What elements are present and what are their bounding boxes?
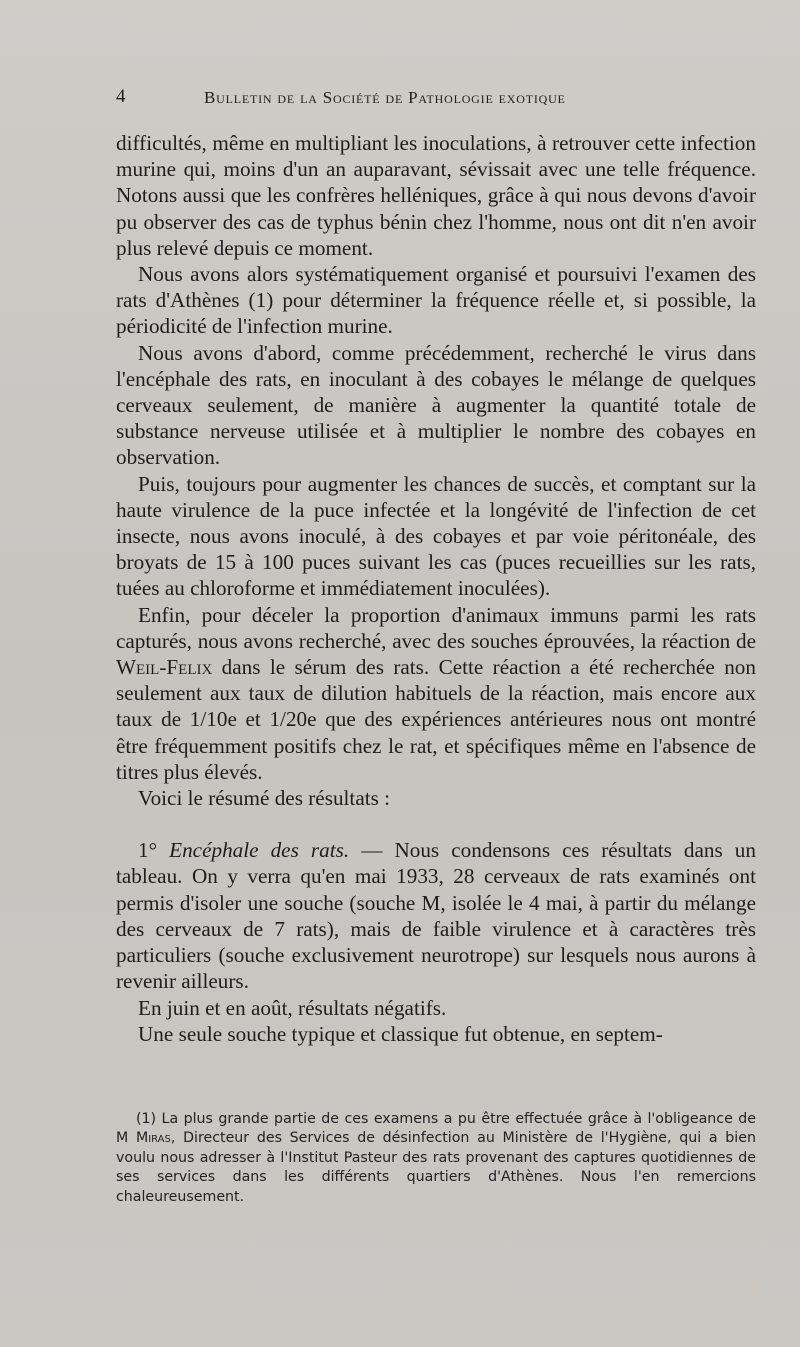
section-title: Encéphale des rats. <box>169 838 350 863</box>
paragraph-8: En juin et en août, résultats négatifs. <box>138 995 447 1020</box>
weil-felix-name: Weil-Felix <box>116 655 213 680</box>
running-title: Bulletin de la Société de Pathologie exotique <box>204 88 566 107</box>
paragraph-7 <box>116 837 756 994</box>
paragraph-7-text: — Nous condensons ces résultats dans un tableau. On y verra qu'en mai 1933, 28 cerveaux de rats examinés ont permis d'isoler une souche (souche M, isolée le 4 mai, à partir du mélange des cerveaux de 7 rats), mais de faible virulence et à caractères très particuliers (souche exclusivement neurotrope) sur lesquels nous aurons à revenir ailleurs. <box>116 838 756 994</box>
footnote-text-a: (1) La plus grande partie de ces examens a pu être effectuée grâce à l'obligeance de M <box>116 1111 756 1147</box>
paragraph-5 <box>116 602 756 785</box>
paragraph-4: Puis, toujours pour augmenter les chances de succès, et comptant sur la haute virulence de la puce infectée et la longévité de l'infection de cet insecte, nous avons inoculé, à des cobayes et par voie péritonéale, des broyats de 15 à 100 puces suivant les cas (puces recueillies sur les rats, tuées au chloroforme et immédiatement inoculées). <box>116 471 756 601</box>
page-number: 4 <box>116 86 127 107</box>
paragraph-2: Nous avons alors systématiquement organisé et poursuivi l'examen des rats d'Athènes (1) pour déterminer la fréquence réelle et, si possible, la périodicité de l'infection murine. <box>116 262 756 339</box>
paragraph-3: Nous avons d'abord, comme précédemment, recherché le virus dans l'encéphale des rats, en inoculant à des cobayes le mélange de quelques cerveaux seulement, de manière à augmenter la quantité totale de substance nerveuse utilisée et à multiplier le nombre des cobayes en observation. <box>116 340 756 470</box>
footnote-text <box>116 1110 756 1207</box>
section-number: 1° <box>138 838 170 863</box>
paragraph-9: Une seule souche typique et classique fut obtenue, en septem- <box>138 1021 663 1046</box>
paragraph-5-text-b: dans le sérum des rats. Cette réaction a été recherchée non seulement aux taux de dilution habituels de la réaction, mais encore aux taux de 1/10e et 1/20e que des expériences antérieures nous ont montré être fréquemment positifs chez le rat, et spécifiques même en l'absence de titres plus élevés. <box>116 655 756 784</box>
paragraph-6: Voici le résumé des résultats : <box>138 786 391 811</box>
footnote-text-b: , Directeur des Services de désinfection au Ministère de l'Hygiène, qui a bien voulu nous adresser à l'Institut Pasteur des rats provenant des captures quotidiennes de ses services dans les différents quartiers d'Athènes. Nous l'en remercions chaleureusement. <box>116 1130 756 1205</box>
footnote <box>116 1110 756 1207</box>
paragraph-1: difficultés, même en multipliant les inoculations, à retrouver cette infection murine qui, moins d'un an auparavant, sévissait avec une telle fréquence. Notons aussi que les confrères helléniques, grâce à qui nous devons d'avoir pu observer des cas de typhus bénin chez l'homme, nous ont dit n'en avoir plus relevé depuis ce moment. <box>116 131 756 260</box>
footnote-name: Miras <box>135 1130 171 1147</box>
main-text <box>116 130 756 1047</box>
paragraph-5-text-a: Enfin, pour déceler la proportion d'animaux immuns parmi les rats capturés, nous avons recherché, avec des souches éprouvées, la réaction de <box>116 602 756 653</box>
